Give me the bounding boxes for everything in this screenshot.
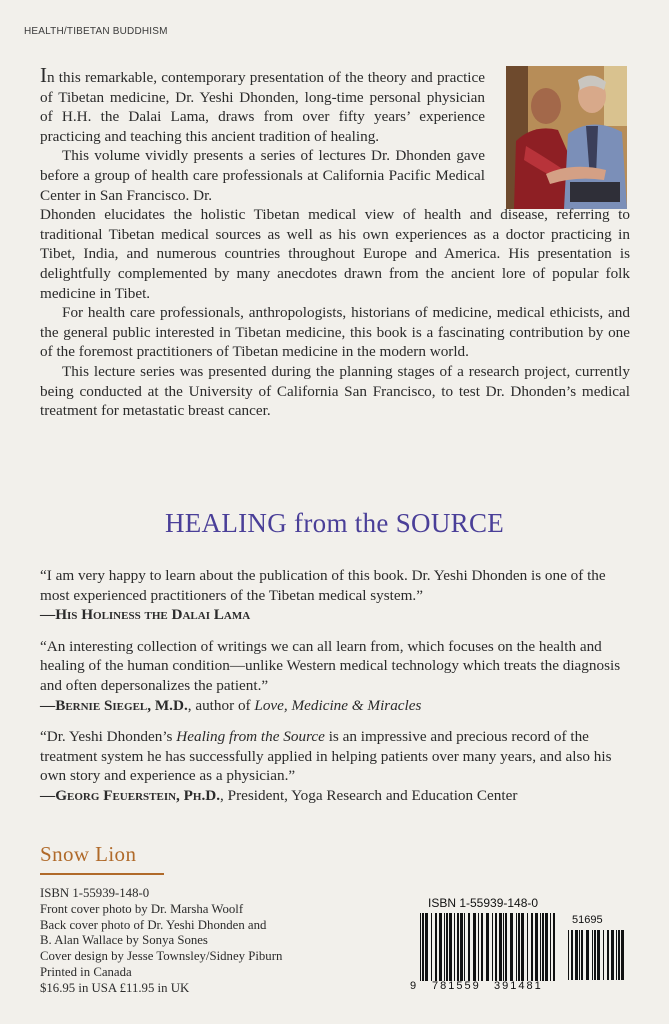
- barcode-bar: [579, 930, 580, 980]
- barcode-digits-left: 781559: [432, 980, 481, 992]
- barcode-bar: [611, 930, 614, 980]
- credits: [40, 886, 370, 997]
- price-line: $16.95 in USA £11.95 in UK: [40, 980, 190, 995]
- barcode-bar: [581, 930, 583, 980]
- barcode-bar: [586, 930, 589, 980]
- barcode-bar: [571, 930, 573, 980]
- endorsement: “An interesting collection of writings we can all learn from, which focuses on the health and healing of the human condition—unlike Western medical technology which treats the diagnosis and often depersonalizes the patient.” —Bernie Siegel, M.D., author of Love, Medicine & Miracles: [40, 637, 630, 715]
- barcode-bar: [535, 913, 538, 981]
- barcode-isbn-label: ISBN 1-55939-148-0: [428, 896, 539, 910]
- barcode-bar: [521, 913, 524, 981]
- barcode-bar: [492, 913, 493, 981]
- credit-line: Back cover photo of Dr. Yeshi Dhonden and: [40, 917, 267, 932]
- barcode-bar: [621, 930, 624, 980]
- category-label: HEALTH/TIBETAN BUDDHISM: [24, 26, 168, 37]
- credit-line: Printed in Canada: [40, 964, 132, 979]
- endorsements: [40, 566, 630, 818]
- barcode-bar: [446, 913, 448, 981]
- barcode-digits-right: 391481: [494, 980, 543, 992]
- book-title: HEALING from the SOURCE: [164, 508, 505, 538]
- description-paragraph: In this remarkable, contemporary presentation of the theory and practice of Tibetan medicine, Dr. Yeshi Dhonden, long-time personal physician of H.H. the Dalai Lama, draws from over fifty years’ experience practicing and teaching this ancient tradition of healing.: [40, 63, 486, 145]
- barcode-bar: [607, 930, 609, 980]
- barcode-bar: [431, 913, 432, 981]
- ean-barcode: [418, 913, 558, 981]
- barcode-bar: [444, 913, 445, 981]
- barcode-bar: [449, 913, 452, 981]
- barcode-bar: [439, 913, 442, 981]
- description: [40, 63, 630, 421]
- publisher-underline: [40, 873, 164, 875]
- endorsement: “I am very happy to learn about the publication of this book. Dr. Yeshi Dhonden is one of the most experienced practitioners of the Tibetan medical system.” —His Holiness the Dalai Lama: [40, 566, 630, 625]
- barcode-bar: [464, 913, 465, 981]
- barcode-bar: [540, 913, 541, 981]
- credit-line: Cover design by Jesse Townsley/Sidney Piburn: [40, 949, 283, 964]
- barcode-bar: [594, 930, 596, 980]
- barcode-bar: [468, 913, 470, 981]
- addon-code: 51695: [572, 914, 603, 926]
- description-paragraph: Dhonden elucidates the holistic Tibetan medical view of health and disease, referring to traditional Tibetan medical sources as well as his own experiences as a doctor practicing in Tibet, India, and numerous countries throughout Europe and America. His presentation is delightfully complemented by many anecdotes drawn from the ancient lore of popular folk medicine in Tibet.: [40, 206, 630, 302]
- endorsement-attribution: —His Holiness the Dalai Lama: [40, 606, 251, 624]
- endorsement-attribution: —Georg Feuerstein, Ph.D., President, Yoga Research and Education Center: [40, 786, 518, 804]
- credit-line: B. Alan Wallace by Sonya Sones: [40, 933, 208, 948]
- barcode-bar: [545, 913, 548, 981]
- barcode-bar: [478, 913, 479, 981]
- barcode-digit-lead: 9: [410, 980, 417, 992]
- barcode-bar: [542, 913, 544, 981]
- barcode-bar: [568, 930, 569, 980]
- barcode-bar: [516, 913, 517, 981]
- barcode-bar: [592, 930, 593, 980]
- barcode-bar: [481, 913, 483, 981]
- credit-line: ISBN 1-55939-148-0: [40, 886, 150, 900]
- barcode-bar: [503, 913, 504, 981]
- barcode-bar: [473, 913, 476, 981]
- publisher-logo: Snow Lion: [40, 842, 137, 866]
- endorsement-attribution: —Bernie Siegel, M.D., author of Love, Medicine & Miracles: [40, 696, 422, 714]
- addon-barcode: [566, 930, 628, 980]
- description-paragraph: For health care professionals, anthropologists, historians of medicine, medical ethicists, and the general public interested in Tibetan medicine, this book is a fascinating contribution by one of the foremost practitioners of Tibetan medicine in the modern world.: [40, 304, 630, 361]
- barcode-bar: [495, 913, 497, 981]
- barcode-bar: [531, 913, 533, 981]
- barcode-bar: [550, 913, 551, 981]
- barcode-bar: [603, 930, 604, 980]
- barcode-bar: [510, 913, 513, 981]
- barcode-bar: [425, 913, 428, 981]
- barcode-bar: [454, 913, 455, 981]
- barcode-bar: [616, 930, 617, 980]
- barcode-bar: [505, 913, 507, 981]
- barcode-bar: [486, 913, 489, 981]
- credit-line: Front cover photo by Dr. Marsha Woolf: [40, 901, 244, 916]
- barcode-bar: [422, 913, 424, 981]
- barcode-bar: [575, 930, 578, 980]
- barcode-bar: [420, 913, 421, 981]
- barcode-bar: [457, 913, 459, 981]
- drop-cap: I: [40, 63, 47, 87]
- barcode-bar: [518, 913, 520, 981]
- endorsement: “Dr. Yeshi Dhonden’s Healing from the Source is an impressive and precious record of the treatment system he has successfully applied in helping patients over many years, and also his own story and experience as a physician.” —Georg Feuerstein, Ph.D., President, Yoga Research and Education Center: [40, 727, 630, 805]
- description-paragraph: This volume vividly presents a series of lectures Dr. Dhonden gave before a group of health care professionals at California Pacific Medical Center in San Francisco. Dr.: [40, 147, 485, 204]
- barcode-bar: [499, 913, 502, 981]
- barcode-bar: [618, 930, 620, 980]
- barcode-bar: [553, 913, 555, 981]
- barcode-bar: [460, 913, 463, 981]
- barcode-bar: [597, 930, 600, 980]
- description-paragraph: This lecture series was presented during the planning stages of a research project, currently being conducted at the University of California San Francisco, to test Dr. Dhonden’s medical treatment for metastatic breast cancer.: [40, 362, 630, 420]
- barcode-bar: [435, 913, 437, 981]
- barcode-bar: [527, 913, 528, 981]
- barcode: [410, 896, 635, 1006]
